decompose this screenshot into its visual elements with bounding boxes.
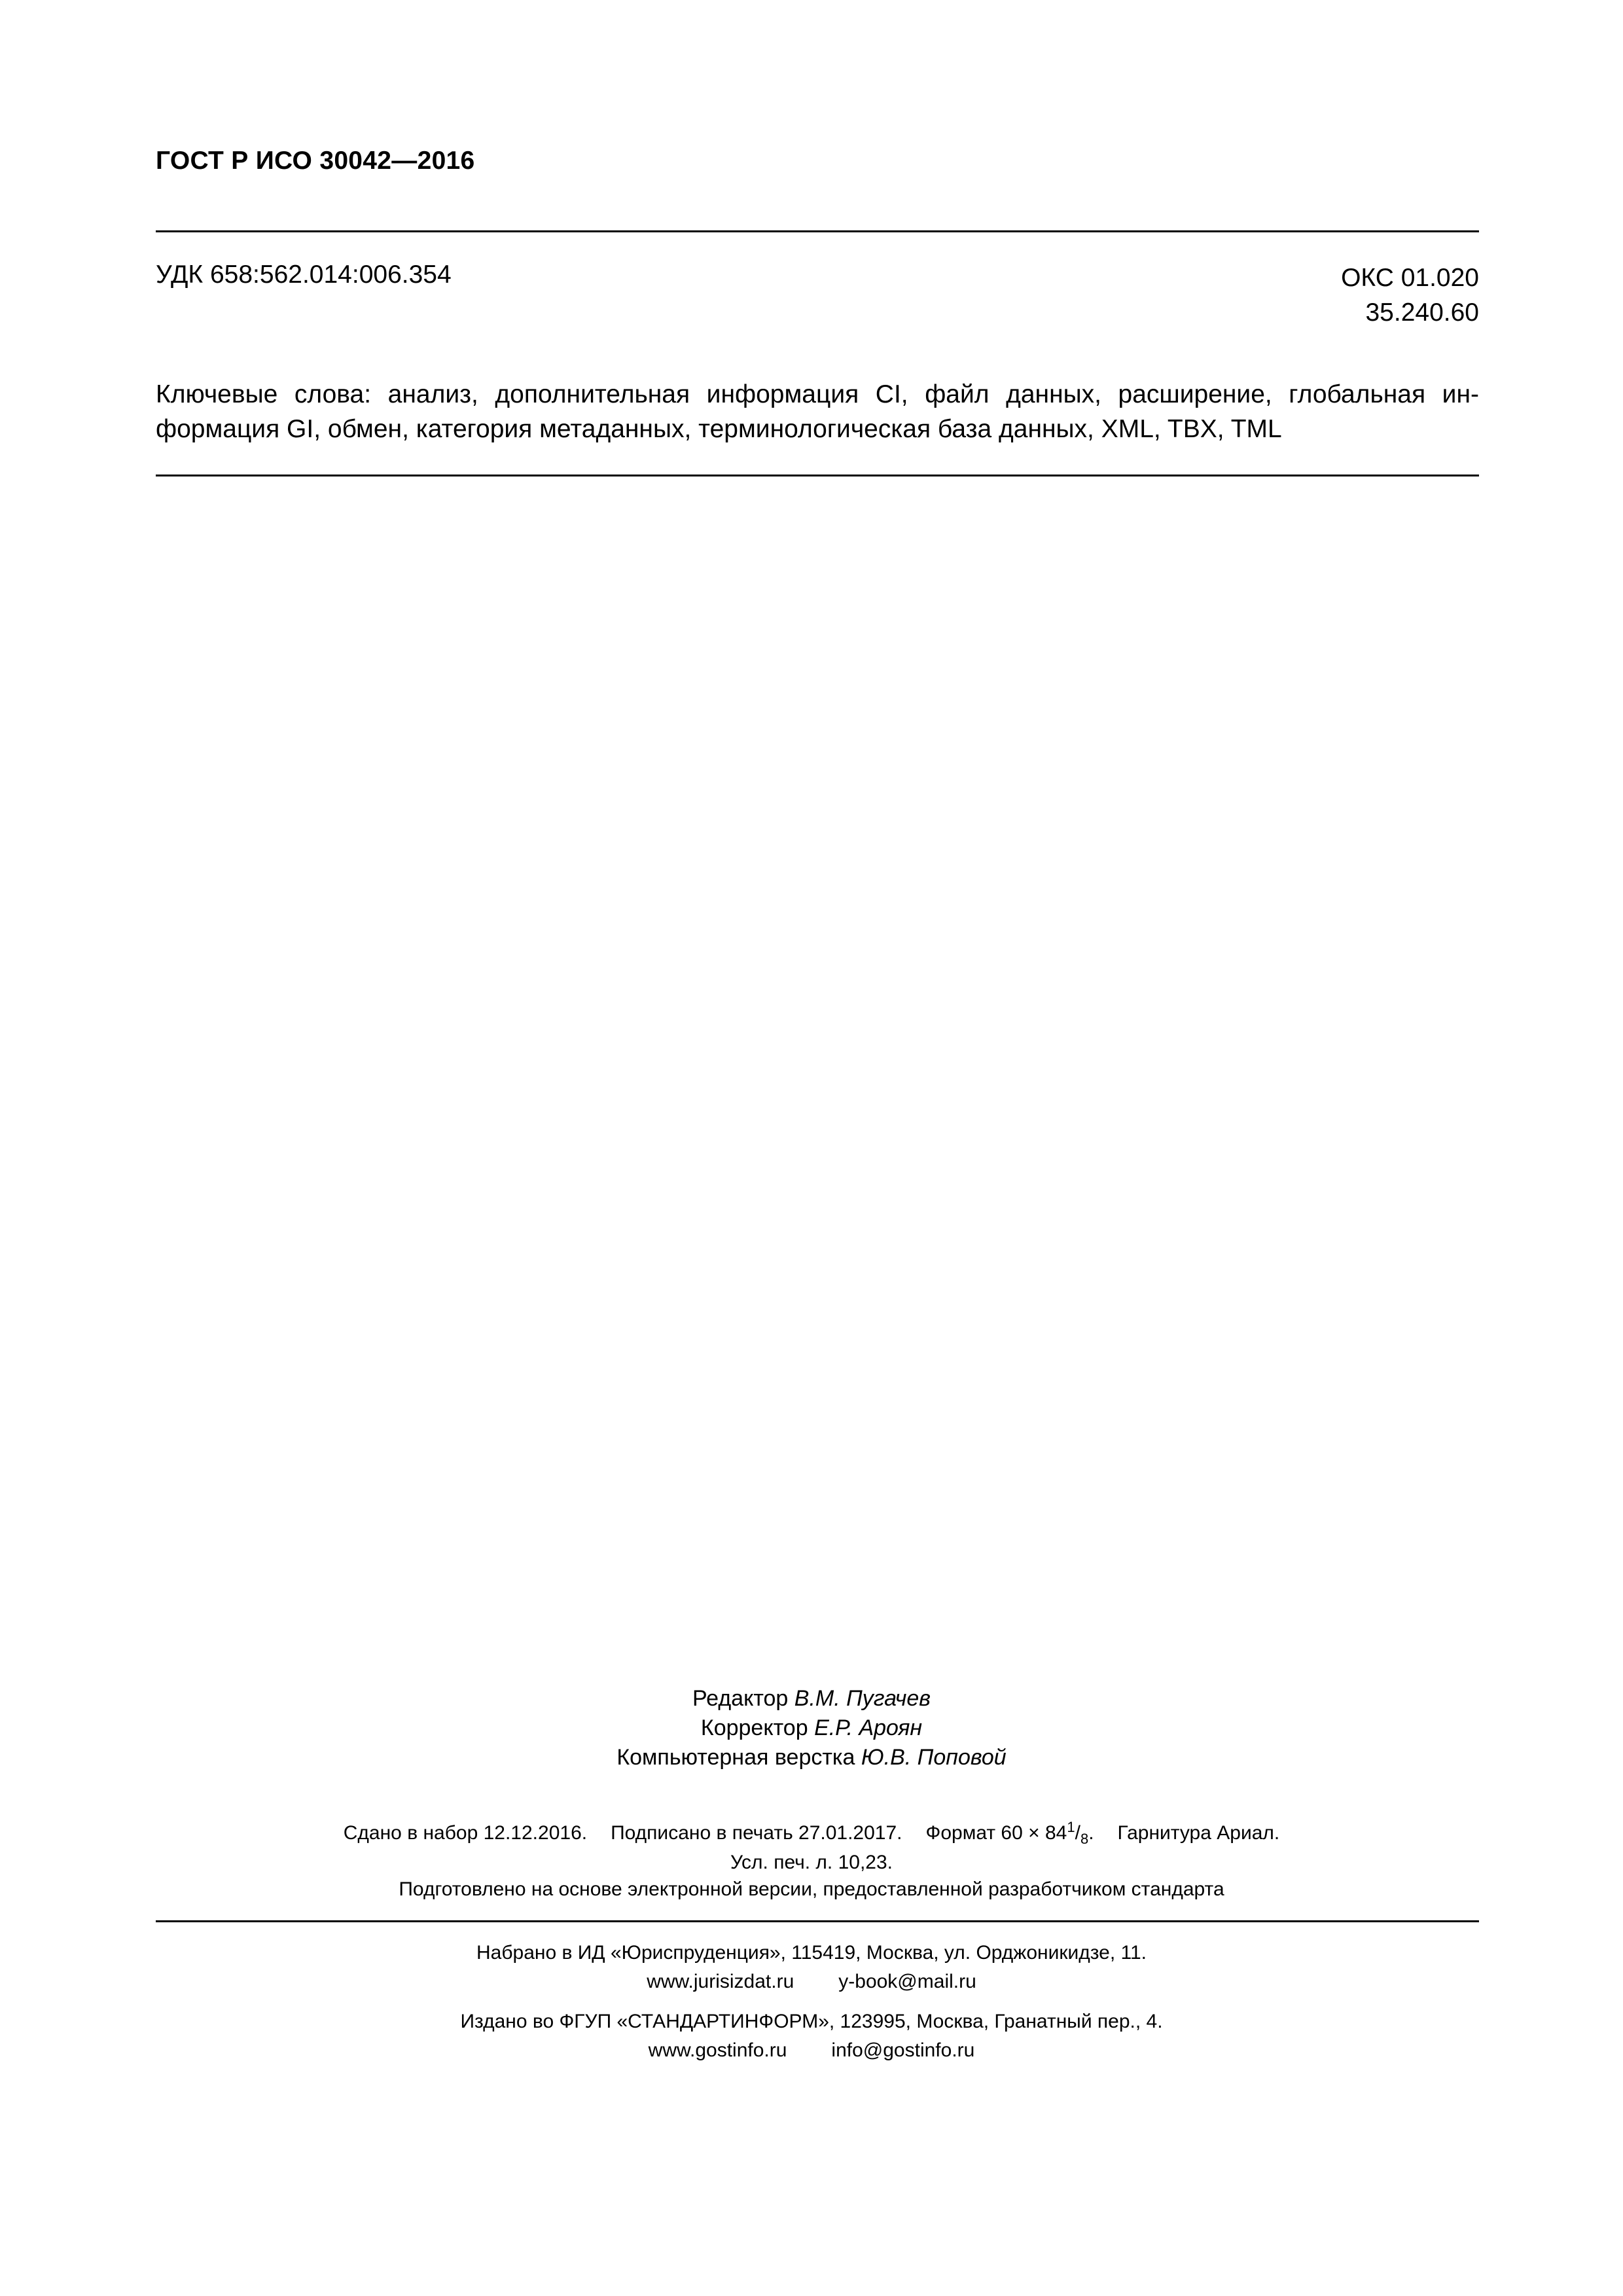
keywords-divider — [156, 475, 1479, 476]
publisher-email: info@gostinfo.ru — [831, 2039, 975, 2061]
publisher-block — [0, 2007, 1623, 2065]
keywords-paragraph — [156, 377, 1479, 446]
typeset-website: www.jurisizdat.ru — [647, 1971, 794, 1992]
layout-credit — [0, 1743, 1623, 1772]
layout-label: Компьютерная верстка — [616, 1745, 855, 1770]
document-header-title: ГОСТ Р ИСО 30042—2016 — [156, 147, 475, 175]
corrector-credit — [0, 1713, 1623, 1743]
oks-code-line-1: ОКС 01.020 — [1341, 264, 1479, 292]
oks-code-line-2: 35.240.60 — [1365, 298, 1479, 327]
printed-sheets: Усл. печ. л. 10,23. — [730, 1852, 893, 1873]
prepared-note: Подготовлено на основе электронной версии, предоставленной разработчиком стандарта — [399, 1878, 1224, 1900]
keywords-line-1: Ключевые слова: анализ, дополнительная информация CI, файл данных, расширение, глобальная ин- — [156, 380, 1479, 408]
publisher-line: Издано во ФГУП «СТАНДАРТИНФОРМ», 123995, Москва, Гранатный пер., 4. — [460, 2011, 1163, 2032]
credits-block — [0, 1684, 1623, 1772]
editor-credit — [0, 1684, 1623, 1713]
typeface: Гарнитура Ариал. — [1117, 1822, 1280, 1844]
publisher-website: www.gostinfo.ru — [648, 2039, 787, 2061]
editor-name: В.М. Пугачев — [794, 1686, 931, 1711]
corrector-name: Е.Р. Ароян — [814, 1715, 923, 1740]
print-info-row — [0, 1818, 1623, 1848]
submitted-date: Сдано в набор 12.12.2016. — [343, 1822, 588, 1844]
oks-codes — [1341, 260, 1479, 330]
bottom-divider — [156, 1920, 1479, 1922]
keywords-line-2: формация GI, обмен, категория метаданных, терминологическая база данных, XML, TBX, TML — [156, 415, 1282, 443]
signed-date: Подписано в печать 27.01.2017. — [611, 1822, 902, 1844]
publisher-contacts — [0, 2036, 1623, 2065]
corrector-label: Корректор — [700, 1715, 808, 1740]
typeset-block — [0, 1939, 1623, 1996]
typeset-email: y-book@mail.ru — [838, 1971, 976, 1992]
paper-format: Формат $60 \times 84^1/_8$. — [925, 1819, 1094, 1847]
typeset-contacts — [0, 1967, 1623, 1996]
print-info-block — [0, 1818, 1623, 1877]
editor-label: Редактор — [692, 1686, 789, 1711]
top-divider — [156, 230, 1479, 232]
typeset-line: Набрано в ИД «Юриспруденция», 115419, Москва, ул. Орджоникидзе, 11. — [476, 1942, 1147, 1964]
udk-code: УДК 658:562.014:006.354 — [156, 260, 452, 289]
layout-name: Ю.В. Поповой — [861, 1745, 1007, 1770]
